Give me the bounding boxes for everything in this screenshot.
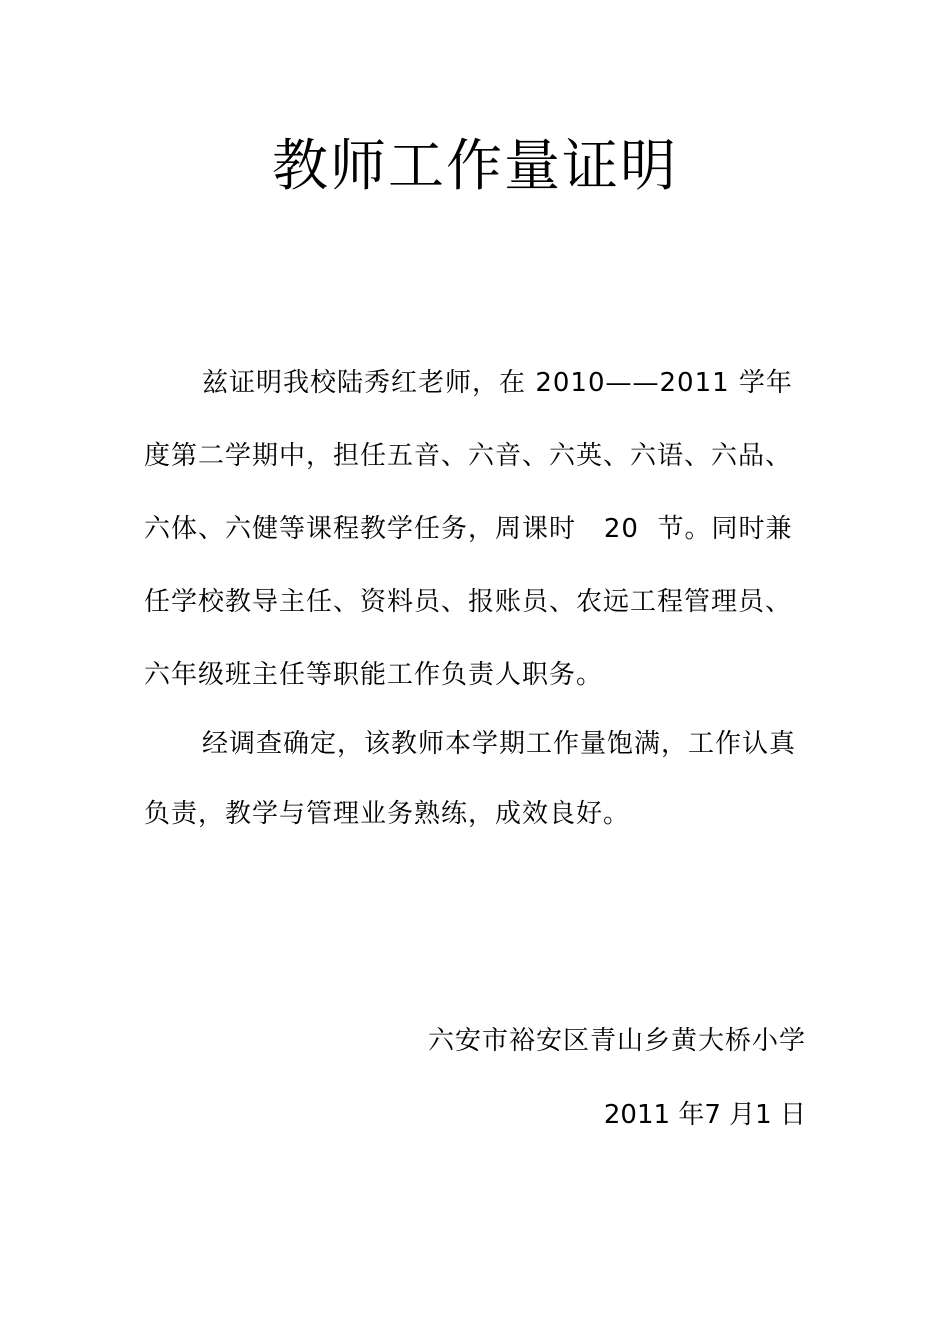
semester-number: 二 (198, 441, 226, 471)
para2-text-1: 经调查确定，该教师本学期 (202, 729, 527, 759)
weekly-hours: 20 (603, 514, 639, 544)
para1-text-7: 等职能工作负责人职务。 (306, 660, 604, 690)
date-year-unit: 年 (678, 1100, 705, 1130)
para1-text-3: 学年度第 (144, 368, 793, 471)
para2-text-2: 。 (603, 799, 631, 829)
date-day-unit: 日 (779, 1100, 806, 1130)
certification-paragraph (144, 347, 806, 712)
conclusion-text: 工作量饱满，工作认真负责，教学与管理业务熟练，成效良好 (144, 729, 797, 829)
date-year: 2011 (603, 1100, 671, 1130)
conclusion-paragraph (144, 709, 806, 849)
courses-list: 五音、六音、六英、六语、六品、六体、六健 (144, 441, 793, 544)
school-signature: 六安市裕安区青山乡黄大桥小学 (427, 1026, 806, 1056)
school-year-end: 2011 (659, 368, 730, 398)
date-month: 7 (704, 1100, 721, 1130)
teacher-name: 陆秀红 (337, 368, 419, 398)
date-month-unit: 月 (729, 1100, 756, 1130)
signature-date (604, 1094, 806, 1131)
para1-text-5: 等课程教学任务，周课时 (279, 514, 577, 544)
para1-text-4: 学期中，担任 (225, 441, 388, 471)
school-year-start: 2010 (535, 368, 606, 398)
date-day: 1 (755, 1100, 772, 1130)
para1-text-6: 节。同时兼任学校 (144, 514, 793, 617)
para1-text-1: 兹证明我校 (202, 368, 338, 398)
document-title: 教师工作量证明 (272, 134, 678, 199)
duties-list: 教导主任、资料员、报账员、农远工程管理员、六年级班主任 (144, 587, 793, 690)
para1-text-2: 老师，在 (418, 368, 527, 398)
year-dash: —— (605, 368, 660, 398)
